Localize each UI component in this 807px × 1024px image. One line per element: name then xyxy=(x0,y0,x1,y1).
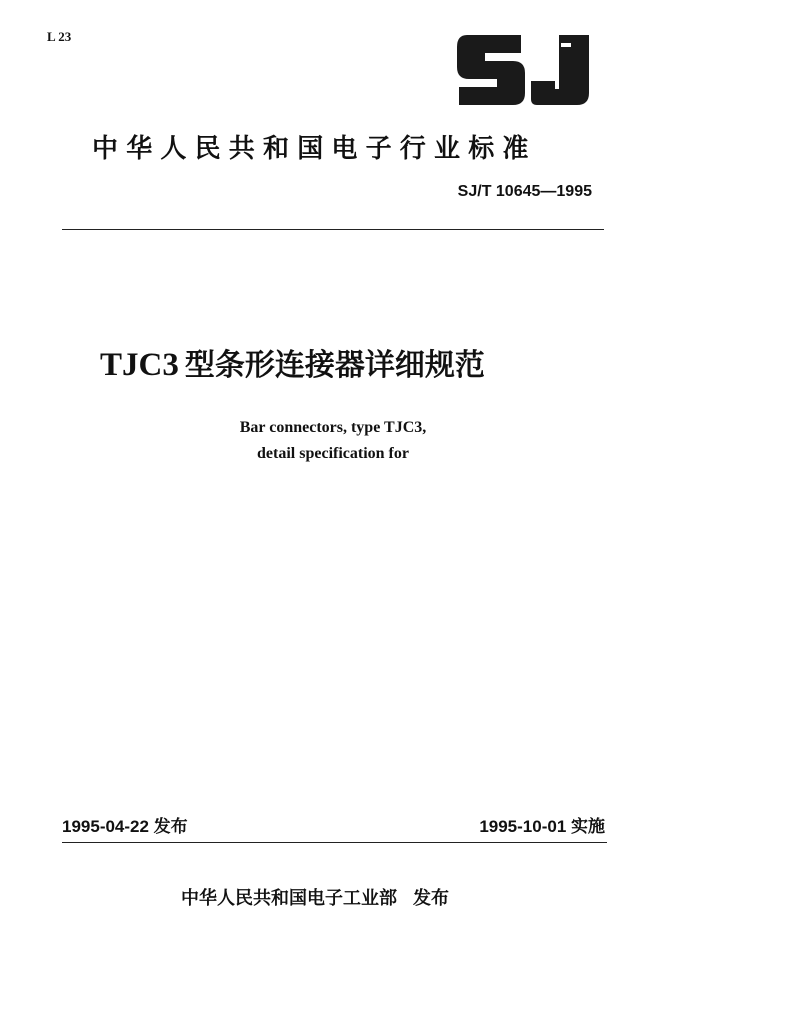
logo-speck xyxy=(561,43,571,47)
document-title-cn xyxy=(100,340,485,384)
standard-code: SJ/T 10645—1995 xyxy=(457,183,592,200)
title-en-line-1: Bar connectors, type TJC3, xyxy=(239,419,427,436)
sj-logo-graphic xyxy=(455,33,593,107)
classification-code: L 23 xyxy=(47,29,72,44)
title-model-code: TJC3 xyxy=(100,347,179,383)
logo-letter-s xyxy=(457,35,525,105)
logo-letter-j xyxy=(531,35,589,105)
publisher-action: 发布 xyxy=(413,888,449,909)
issue-date: 1995-04-22 发布 xyxy=(62,817,188,836)
title-en-line-2: detail specification for xyxy=(257,445,409,462)
sj-logo xyxy=(455,33,593,107)
title-cn-text: 型条形连接器详细规范 xyxy=(184,348,485,383)
bottom-divider xyxy=(62,842,607,843)
publisher-name: 中华人民共和国电子工业部 xyxy=(181,888,397,909)
publisher-line xyxy=(181,884,449,910)
document-title-en xyxy=(200,415,466,467)
top-divider xyxy=(62,229,604,230)
effective-date: 1995-10-01 实施 xyxy=(479,817,605,836)
standard-name: 中华人民共和国电子行业标准 xyxy=(92,134,537,164)
